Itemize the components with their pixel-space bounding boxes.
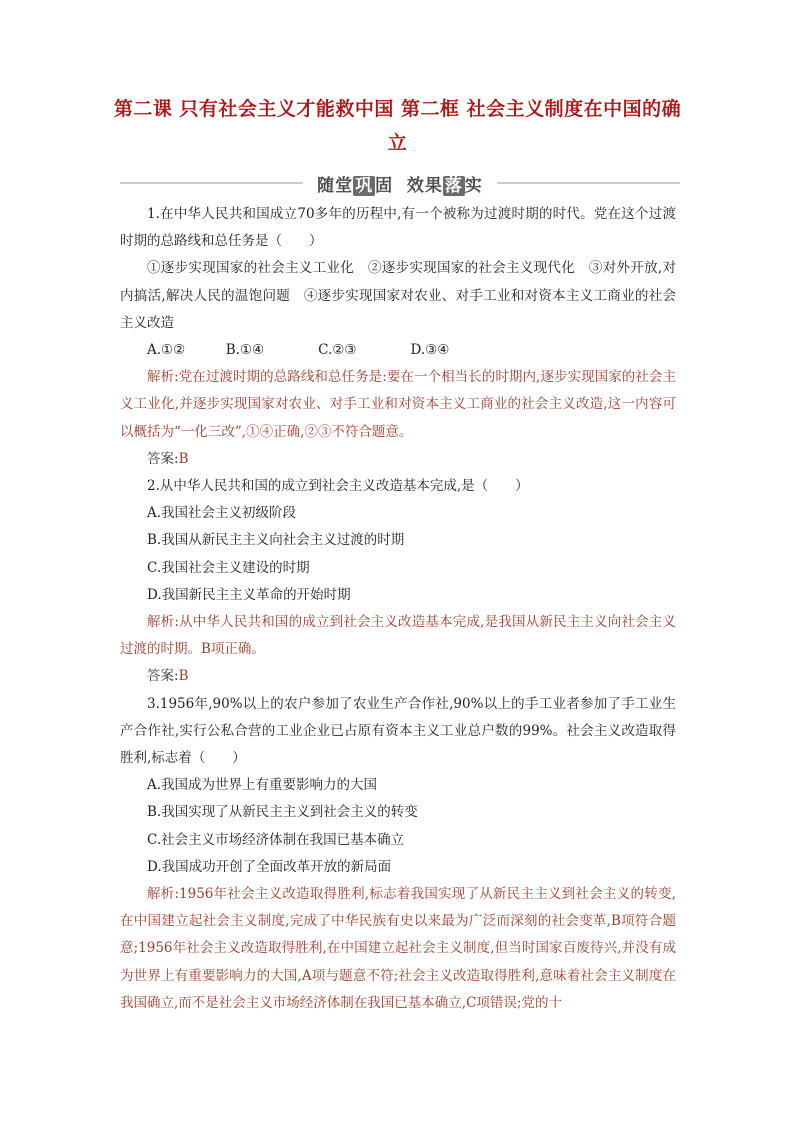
question-statements: ①逐步实现国家的社会主义工业化 ②逐步实现国家的社会主义现代化 ③对外开放,对内搞活,解决人民的温饱问题 ④逐步实现国家对农业、对手工业和对资本主义工商业的社会主义改造 [120, 260, 676, 331]
question-stem: 3.1956年,90%以上的农户参加了农业生产合作社,90%以上的手工业者参加了手工业生产合作社,实行公私合营的工业企业已占原有资本主义工业总户数的99%。社会主义改造取得胜利,标志着（ ） [120, 695, 676, 767]
banner-char-highlight: 落 [444, 175, 463, 196]
question-option: A.我国社会主义初级阶段 [147, 505, 297, 522]
answer-label: 答案: [147, 668, 179, 685]
question-choices: A.①② B.①④ C.②③ D.③④ [147, 342, 450, 359]
banner-label [303, 171, 497, 196]
banner-char: 果 [424, 175, 443, 196]
question-option: C.我国社会主义建设的时期 [147, 559, 310, 576]
banner-rule-left [120, 182, 303, 184]
answer-label: 答案: [147, 450, 179, 467]
banner-char: 随 [317, 175, 336, 196]
banner-rule-right [497, 182, 680, 184]
question-option: B.我国实现了从新民主主义到社会主义的转变 [147, 804, 418, 821]
question-analysis: 解析:党在过渡时期的总路线和总任务是:要在一个相当长的时期内,逐步实现国家的社会主义工业化,并逐步实现国家对农业、对手工业和对资本主义工商业的社会主义改造,这一内容可以概括为“一化三改”,①④正确,②③不符合题意。 [120, 369, 676, 440]
question-option: A.我国成为世界上有重要影响力的大国 [147, 777, 378, 794]
question-answer [120, 663, 676, 690]
question-stem: 2.从中华人民共和国的成立到社会主义改造基本完成,是（ ） [147, 478, 529, 495]
banner-char: 堂 [335, 175, 354, 196]
banner-char: 固 [375, 175, 394, 196]
page-title: 第二课 只有社会主义才能救中国 第二框 社会主义制度在中国的确立 [113, 98, 682, 154]
banner-char-highlight: 巩 [355, 175, 374, 196]
question-list [120, 201, 676, 1017]
question-stem: 1.在中华人民共和国成立70多年的历程中,有一个被称为过渡时期的时代。党在这个过渡时期的总路线和总任务是（ ） [120, 206, 676, 250]
question-analysis: 解析:从中华人民共和国的成立到社会主义改造基本完成,是我国从新民主主义向社会主义过渡的时期。B项正确。 [120, 614, 676, 658]
question-answer [120, 446, 676, 473]
answer-value: B [178, 450, 189, 467]
section-banner [120, 170, 680, 196]
question-analysis: 解析:1956年社会主义改造取得胜利,标志着我国实现了从新民主主义到社会主义的转变,在中国建立起社会主义制度,完成了中华民族有史以来最为广泛而深刻的社会变革,B项符合题意;1956年社会主义改造取得胜利,在中国建立起社会主义制度,但当时国家百废待兴,并没有成为世界上有重要影响力的大国,A项与题意不符;社会主义改造取得胜利,意味着社会主义制度在我国确立,而不是社会主义市场经济体制在我国已基本确立,C项错误;党的十 [120, 886, 676, 1011]
question-option: B.我国从新民主主义向社会主义过渡的时期 [147, 532, 405, 549]
question-option: D.我国成功开创了全面改革开放的新局面 [147, 858, 392, 875]
question-option: D.我国新民主主义革命的开始时期 [147, 586, 351, 603]
banner-char: 实 [464, 175, 483, 196]
banner-char: 效 [406, 175, 425, 196]
question-option: C.社会主义市场经济体制在我国已基本确立 [147, 831, 405, 848]
answer-value: B [178, 668, 189, 685]
